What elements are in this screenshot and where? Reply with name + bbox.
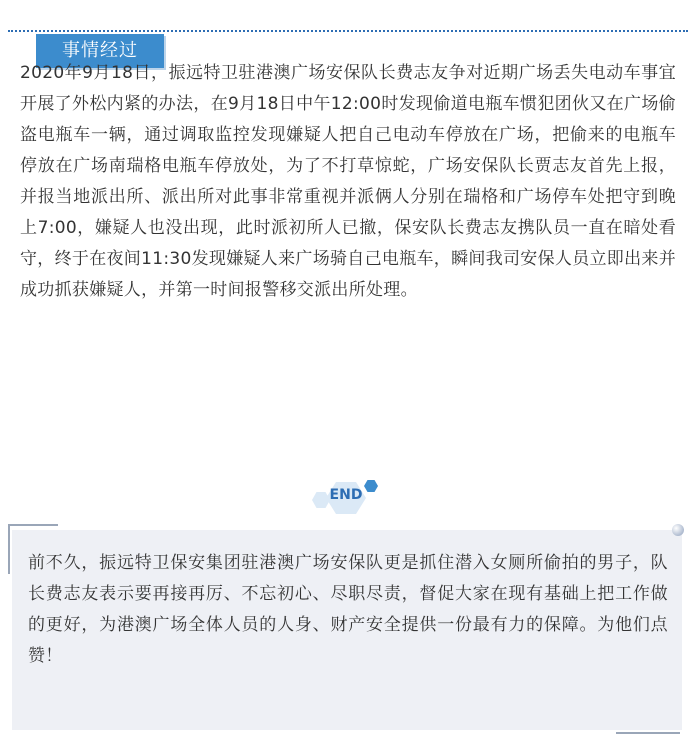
end-label: END: [329, 487, 363, 503]
footer-box: [12, 530, 682, 730]
section-header: [8, 24, 688, 61]
dot-icon: [672, 524, 684, 536]
dotted-divider: [8, 30, 688, 32]
end-divider: [300, 478, 390, 518]
hexagon-accent-icon: [364, 480, 378, 492]
main-paragraph: 2020年9月18日，振远特卫驻港澳广场安保队长费志友争对近期广场丢失电动车事宜开展了外松内紧的办法，在9月18日中午12:00时发现偷道电瓶车惯犯团伙又在广场偷盗电瓶车一辆，通过调取监控发现嫌疑人把自己电动车停放在广场，把偷来的电瓶车停放在广场南瑞格电瓶车停放处，为了不打草惊蛇，广场安保队长贾志友首先上报，并报当地派出所、派出所对此事非常重视并派俩人分别在瑞格和广场停车处把守到晚上7:00，嫌疑人也没出现，此时派初所人已撤，保安队长费志友携队员一直在暗处看守，终于在夜间11:30发现嫌疑人来广场骑自己电瓶车，瞬间我司安保人员立即出来并成功抓获嫌疑人，并第一时间报警移交派出所处理。: [20, 63, 676, 300]
footer-paragraph: 前不久，振远特卫保安集团驻港澳广场安保队更是抓住潜入女厕所偷拍的男子，队长费志友表示要再接再厉、不忘初心、尽职尽责，督促大家在现有基础上把工作做的更好，为港澳广场全体人员的人身、财产安全提供一份最有力的保障。为他们点赞！: [28, 553, 668, 666]
bottom-decoration: [616, 732, 680, 734]
section-title: 事情经过: [36, 34, 164, 68]
